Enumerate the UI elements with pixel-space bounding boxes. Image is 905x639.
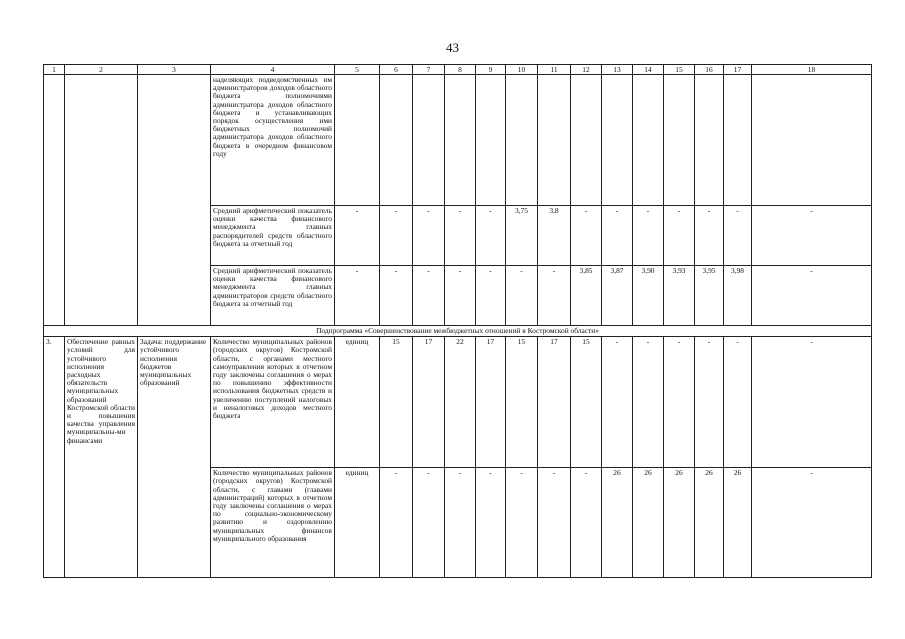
- value-cell: -: [476, 266, 506, 326]
- value-cell: 15: [506, 337, 538, 468]
- column-number-14: 14: [633, 65, 664, 75]
- value-cell: -: [633, 206, 664, 266]
- value-cell: 26: [695, 468, 724, 578]
- value-cell: 15: [380, 337, 413, 468]
- value-cell: -: [602, 337, 633, 468]
- row-number: 3.: [44, 337, 65, 578]
- column-number-17: 17: [724, 65, 752, 75]
- value-cell: [476, 75, 506, 206]
- indicator-name: Количество муниципальных районов (городских округов) Костромской области, с органами местного самоуправления которых в отчетном году заключены соглашения о мерах по повышению эффективности использования бюджетных средств и увеличению поступлений налоговых и неналоговых доходов местного бюджета: [211, 337, 335, 468]
- value-cell: -: [664, 337, 695, 468]
- value-cell: 3,87: [602, 266, 633, 326]
- goal-cell: [65, 75, 138, 326]
- value-cell: [380, 75, 413, 206]
- column-number-4: 4: [211, 65, 335, 75]
- value-cell: 26: [602, 468, 633, 578]
- unit-cell: единиц: [335, 337, 380, 468]
- value-cell: 17: [476, 337, 506, 468]
- column-number-7: 7: [413, 65, 445, 75]
- value-cell: -: [724, 206, 752, 266]
- value-cell: -: [695, 337, 724, 468]
- value-cell: -: [695, 206, 724, 266]
- column-number-2: 2: [65, 65, 138, 75]
- unit-cell: [335, 75, 380, 206]
- value-cell: -: [602, 206, 633, 266]
- value-cell: [506, 75, 538, 206]
- value-cell: 26: [724, 468, 752, 578]
- value-cell: -: [538, 468, 571, 578]
- unit-cell: -: [335, 266, 380, 326]
- column-number-5: 5: [335, 65, 380, 75]
- value-cell: -: [413, 266, 445, 326]
- column-number-9: 9: [476, 65, 506, 75]
- value-cell: -: [445, 266, 476, 326]
- indicator-name: Средний арифметический показатель оценки качества финансового менеджмента главных администраторов средств областного бюджета за отчетный год: [211, 266, 335, 326]
- value-cell: -: [413, 468, 445, 578]
- value-cell: -: [633, 337, 664, 468]
- value-cell: [538, 75, 571, 206]
- value-cell: [602, 75, 633, 206]
- value-cell: -: [724, 337, 752, 468]
- value-cell: 17: [538, 337, 571, 468]
- note-cell: -: [752, 206, 872, 266]
- value-cell: 26: [633, 468, 664, 578]
- column-number-row: [44, 65, 872, 75]
- column-number-12: 12: [571, 65, 602, 75]
- indicators-table: [43, 64, 872, 578]
- indicator-name: Средний арифметический показатель оценки качества финансового менеджмента главных распорядителей средств областного бюджета за отчетный год: [211, 206, 335, 266]
- note-cell: [752, 75, 872, 206]
- table-row: [44, 337, 872, 468]
- value-cell: [695, 75, 724, 206]
- task-cell: [138, 75, 211, 326]
- column-number-16: 16: [695, 65, 724, 75]
- value-cell: 26: [664, 468, 695, 578]
- value-cell: -: [571, 206, 602, 266]
- column-number-13: 13: [602, 65, 633, 75]
- column-number-15: 15: [664, 65, 695, 75]
- value-cell: 15: [571, 337, 602, 468]
- value-cell: 3,95: [695, 266, 724, 326]
- value-cell: 3,90: [633, 266, 664, 326]
- unit-cell: единиц: [335, 468, 380, 578]
- indicator-name: наделяющих подведомственных им администраторов доходов областного бюджета полномочиями администратора доходов областного бюджета и устанавливающих порядок осуществления ими бюджетных полномочий администратора доходов областного бюджета в очередном финансовом году: [211, 75, 335, 206]
- table-row: [44, 75, 872, 206]
- column-number-3: 3: [138, 65, 211, 75]
- value-cell: 3,85: [571, 266, 602, 326]
- value-cell: 22: [445, 337, 476, 468]
- page-number: 43: [446, 40, 459, 55]
- value-cell: 3,8: [538, 206, 571, 266]
- value-cell: -: [476, 206, 506, 266]
- value-cell: -: [506, 266, 538, 326]
- value-cell: -: [445, 468, 476, 578]
- value-cell: [633, 75, 664, 206]
- value-cell: -: [380, 206, 413, 266]
- subprogram-row: [44, 326, 872, 337]
- column-number-6: 6: [380, 65, 413, 75]
- value-cell: [413, 75, 445, 206]
- column-number-10: 10: [506, 65, 538, 75]
- note-cell: -: [752, 468, 872, 578]
- goal-text: Обеспечение равных условий для устойчивого исполнения расходных обязательств муниципальных образований Костромской области и повышения качества управления муниципальны-ми финансами: [65, 337, 138, 578]
- value-cell: [445, 75, 476, 206]
- task-text: Задача: поддержание устойчивого исполнения бюджетов муниципальных образований: [138, 337, 211, 578]
- value-cell: 3,93: [664, 266, 695, 326]
- value-cell: -: [538, 266, 571, 326]
- value-cell: 17: [413, 337, 445, 468]
- value-cell: [664, 75, 695, 206]
- indicator-name: Количество муниципальных районов (городских округов) Костромской области, с главами (главами администраций) которых в отчетном году заключены соглашения о мерах по социально-экономическому развитию и оздоровлению муниципальных финансов муниципального образования: [211, 468, 335, 578]
- column-number-1: 1: [44, 65, 65, 75]
- value-cell: -: [413, 206, 445, 266]
- column-number-11: 11: [538, 65, 571, 75]
- subprogram-title: Подпрограмма «Совершенствование межбюджетных отношений в Костромской области»: [44, 326, 872, 337]
- note-cell: -: [752, 266, 872, 326]
- value-cell: -: [506, 468, 538, 578]
- value-cell: -: [445, 206, 476, 266]
- column-number-8: 8: [445, 65, 476, 75]
- column-number-18: 18: [752, 65, 872, 75]
- value-cell: 3,75: [506, 206, 538, 266]
- value-cell: -: [664, 206, 695, 266]
- unit-cell: -: [335, 206, 380, 266]
- value-cell: -: [380, 266, 413, 326]
- note-cell: -: [752, 337, 872, 468]
- value-cell: -: [380, 468, 413, 578]
- num-cell: [44, 75, 65, 326]
- value-cell: -: [476, 468, 506, 578]
- value-cell: [724, 75, 752, 206]
- value-cell: 3,98: [724, 266, 752, 326]
- value-cell: -: [571, 468, 602, 578]
- value-cell: [571, 75, 602, 206]
